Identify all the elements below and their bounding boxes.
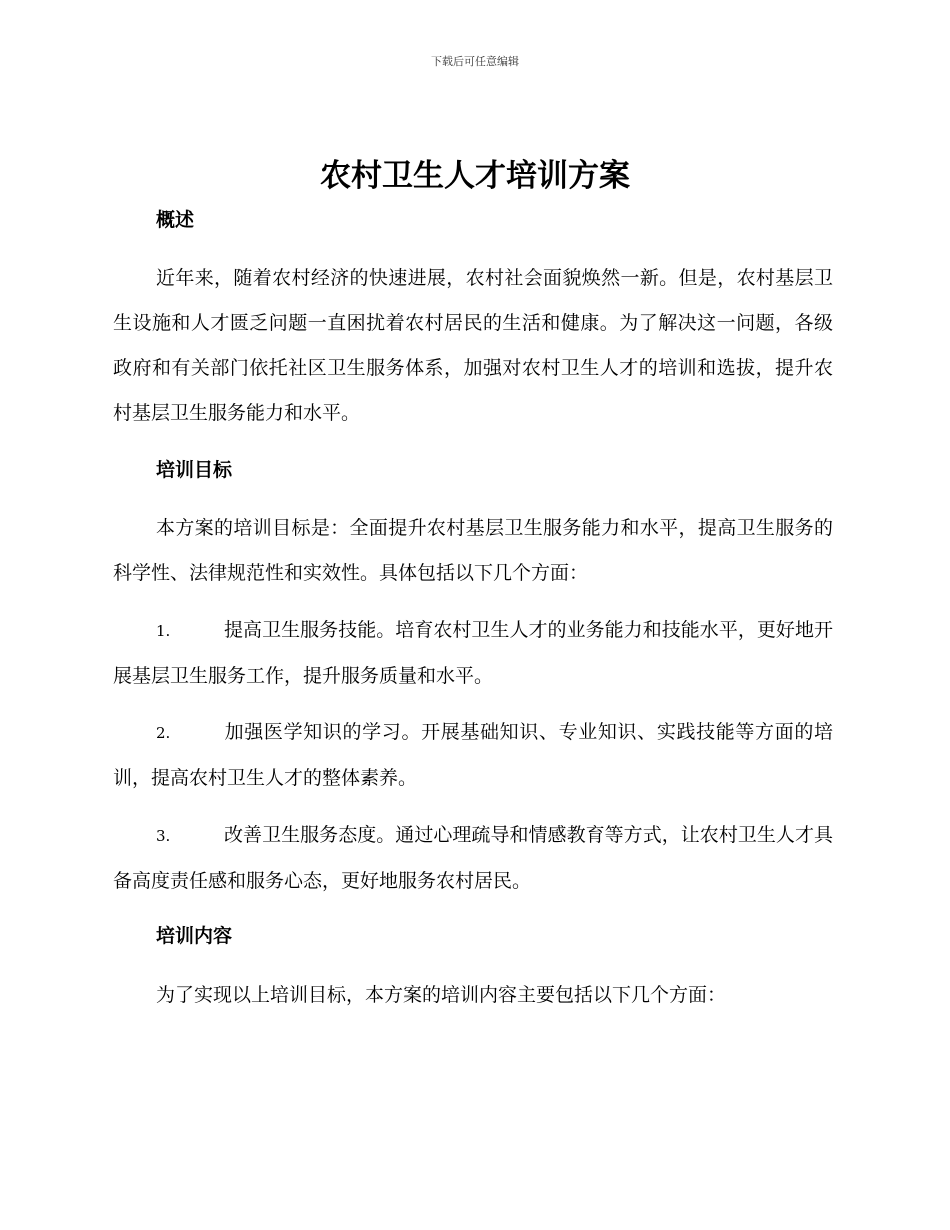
goals-paragraph: 本方案的培训目标是：全面提升农村基层卫生服务能力和水平，提高卫生服务的科学性、法律规范性和实效性。具体包括以下几个方面： bbox=[113, 517, 833, 584]
section-content bbox=[113, 914, 833, 959]
section-overview bbox=[113, 198, 833, 243]
list-item bbox=[113, 608, 833, 699]
overview-paragraph: 近年来，随着农村经济的快速进展，农村社会面貌焕然一新。但是，农村基层卫生设施和人才匮乏问题一直困扰着农村居民的生活和健康。为了解决这一问题，各级政府和有关部门依托社区卫生服务体系，加强对农村卫生人才的培训和选拔，提升农村基层卫生服务能力和水平。 bbox=[113, 267, 833, 424]
content-paragraph: 为了实现以上培训目标，本方案的培训内容主要包括以下几个方面： bbox=[156, 984, 727, 1006]
list-item-number: 2. bbox=[156, 724, 171, 742]
list-item bbox=[113, 710, 833, 801]
list-item-number: 3. bbox=[156, 827, 171, 845]
list-item-text: 加强医学知识的学习。开展基础知识、专业知识、实践技能等方面的培训，提高农村卫生人才的整体素养。 bbox=[113, 721, 833, 789]
goal-item-1 bbox=[113, 608, 833, 699]
section-heading-goals: 培训目标 bbox=[156, 459, 233, 481]
list-item bbox=[113, 813, 833, 904]
goal-item-3 bbox=[113, 813, 833, 904]
header-note: 下载后可任意编辑 bbox=[431, 55, 519, 68]
document-title: 农村卫生人才培训方案 bbox=[320, 158, 630, 194]
goal-item-2 bbox=[113, 710, 833, 801]
section-goals bbox=[113, 448, 833, 493]
list-item-number: 1. bbox=[156, 622, 171, 640]
list-item-text: 提高卫生服务技能。培育农村卫生人才的业务能力和技能水平，更好地开展基层卫生服务工作，提升服务质量和水平。 bbox=[113, 619, 833, 687]
content-body bbox=[113, 973, 833, 1018]
section-heading-content: 培训内容 bbox=[156, 925, 233, 947]
goals-body bbox=[113, 506, 833, 596]
section-heading-overview: 概述 bbox=[156, 209, 195, 231]
overview-body bbox=[113, 256, 833, 436]
list-item-text: 改善卫生服务态度。通过心理疏导和情感教育等方式，让农村卫生人才具备高度责任感和服务心态，更好地服务农村居民。 bbox=[113, 824, 833, 892]
